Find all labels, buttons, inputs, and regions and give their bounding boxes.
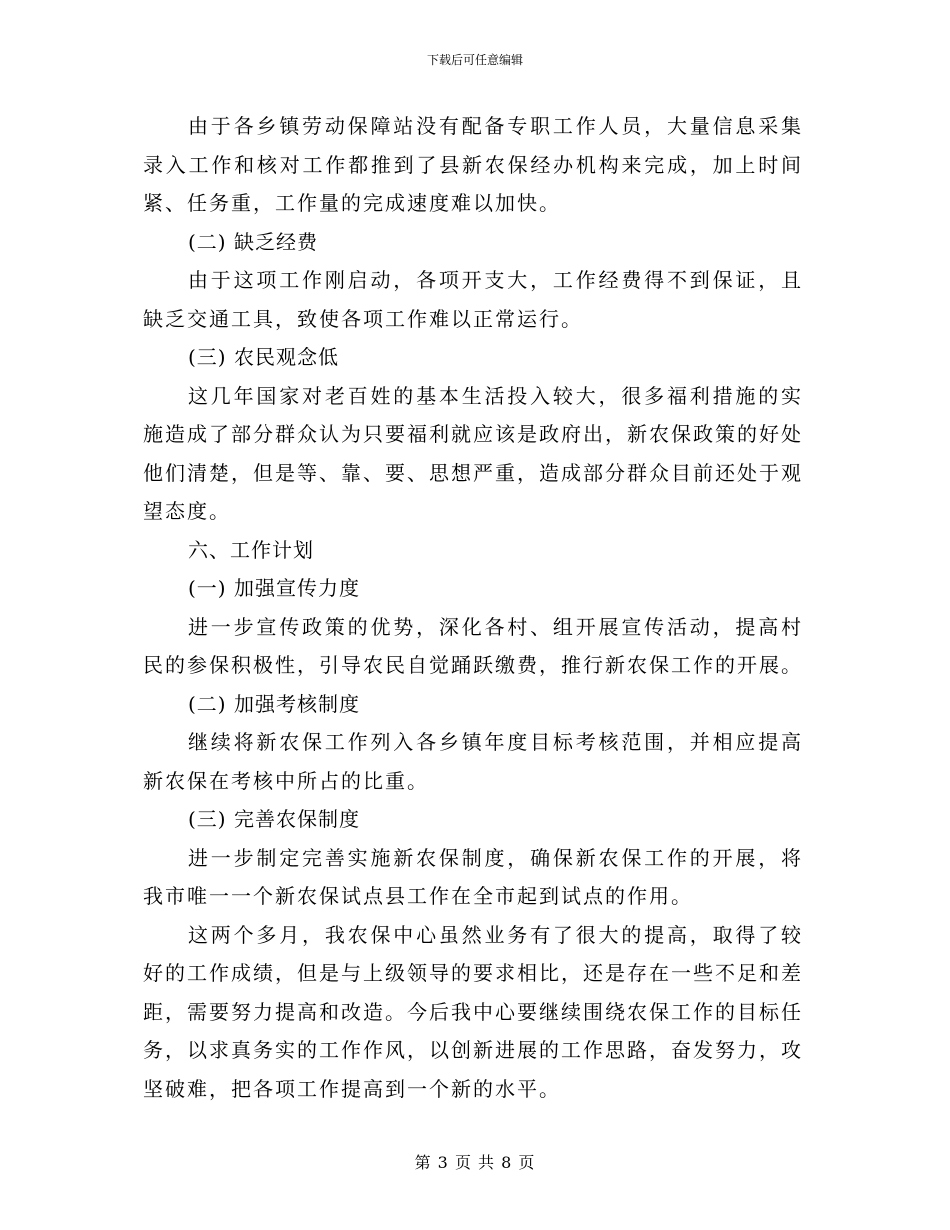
paragraph-conclusion: 这两个多月，我农保中心虽然业务有了很大的提高，取得了较好的工作成绩，但是与上级领导的要求相比，还是存在一些不足和差距，需要努力提高和改造。今后我中心要继续围绕农保工作的目标任务，以求真务实的工作作风，以创新进展的工作思路，奋发努力，攻坚破难，把各项工作提高到一个新的水平。 [143,922,803,1101]
heading-assessment: (二) 加强考核制度 [188,691,360,716]
heading-farmer-awareness: (三) 农民观念低 [188,345,339,369]
paragraph-insurance-system: 进一步制定完善实施新农保制度，确保新农保工作的开展，将我市唯一一个新农保试点县工作在全市起到试点的作用。 [143,845,803,908]
paragraph-staffing: 由于各乡镇劳动保障站没有配备专职工作人员，大量信息采集录入工作和核对工作都推到了县新农保经办机构来完成，加上时间紧、任务重，工作量的完成速度难以加快。 [143,114,803,215]
page-number-label: 第 3 页 共 8 页 [414,1153,536,1172]
paragraph-funds: 由于这项工作刚启动，各项开支大，工作经费得不到保证，且缺乏交通工具，致使各项工作难以正常运行。 [143,268,803,331]
paragraph-awareness: 这几年国家对老百姓的基本生活投入较大，很多福利措施的实施造成了部分群众认为只要福利就应该是政府出，新农保政策的好处他们清楚，但是等、靠、要、思想严重，造成部分群众目前还处于观望态度。 [143,383,803,523]
page-number-footer [0,1152,950,1174]
document-body [143,107,803,1108]
header-note: 下载后可任意编辑 [426,53,523,67]
paragraph-assessment: 继续将新农保工作列入各乡镇年度目标考核范围，并相应提高新农保在考核中所占的比重。 [143,730,803,793]
paragraph-publicity: 进一步宣传政策的优势，深化各村、组开展宣传活动，提高村民的参保积极性，引导农民自觉踊跃缴费，推行新农保工作的开展。 [143,614,803,677]
heading-insurance-system: (三) 完善农保制度 [188,807,360,831]
heading-lack-of-funds: (二) 缺乏经费 [188,229,318,254]
heading-publicity: (一) 加强宣传力度 [188,576,360,600]
section-work-plan: 六、工作计划 [188,537,314,562]
